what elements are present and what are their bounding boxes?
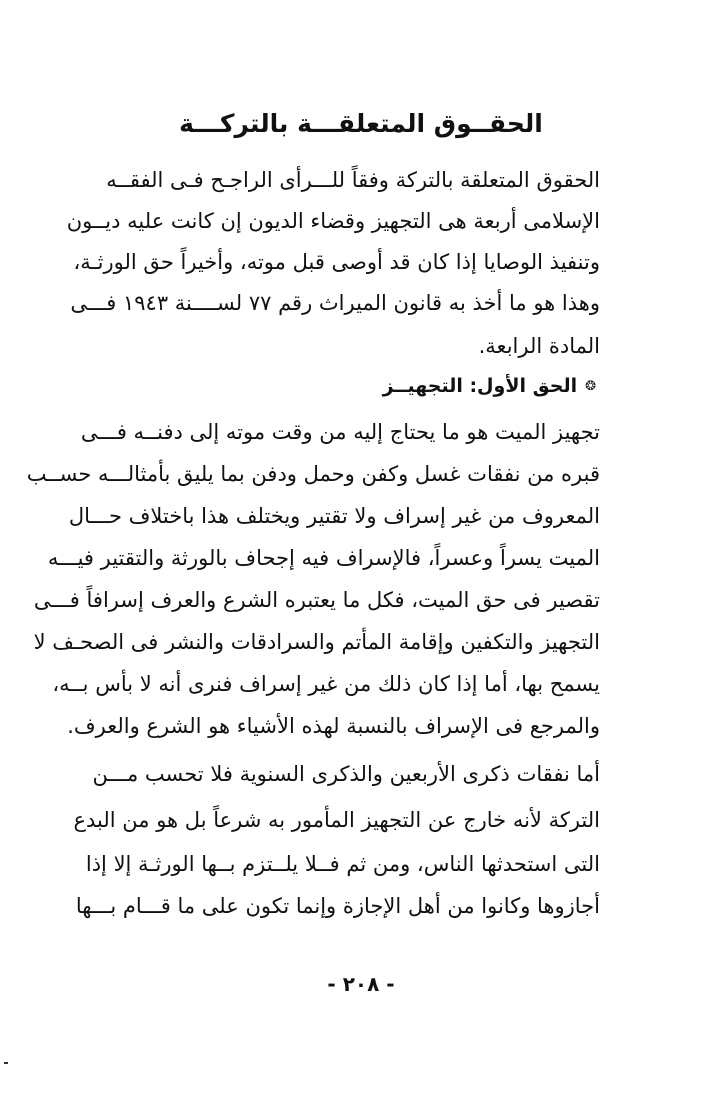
paragraph-line: قبره من نفقات غسل وكفن وحمل ودفن بما يليق بأمثالـــه حســب xyxy=(26,462,600,486)
paragraph-line: والمرجع فى الإسراف بالنسبة لهذه الأشياء هو الشرع والعرف. xyxy=(67,714,600,738)
intro-line: وهذا هو ما أخذ به قانون الميراث رقم ٧٧ لســــنة ١٩٤٣ فـــى xyxy=(70,291,600,315)
intro-line: الحقوق المتعلقة بالتركة وفقاً للـــرأى الراجـح فـى الفقــه xyxy=(106,168,600,192)
flower-bullet-icon: ❂ xyxy=(585,379,596,394)
paragraph-line: التجهيز والتكفين وإقامة المأتم والسرادقات والنشر فى الصحـف لا xyxy=(33,630,600,654)
paragraph-line: تقصير فى حق الميت، فكل ما يعتبره الشرع والعرف إسرافاً فـــى xyxy=(33,588,600,612)
intro-line: الإسلامى أربعة هى التجهيز وقضاء الديون إن كانت عليه ديــون xyxy=(66,209,600,233)
intro-line: المادة الرابعة. xyxy=(478,334,600,358)
section-heading-text: الحق الأول: التجهيــز xyxy=(382,375,578,397)
scan-edge-mark xyxy=(4,1062,8,1064)
paragraph-line: المعروف من غير إسراف ولا تقتير ويختلف هذا باختلاف حـــال xyxy=(68,504,600,528)
paragraph-line: التى استحدثها الناس، ومن ثم فــلا يلــتزم بــها الورثـة إلا إذا xyxy=(85,852,600,876)
section-heading xyxy=(383,368,596,405)
paragraph-line: أما نفقات ذكرى الأربعين والذكرى السنوية فلا تحسب مـــن xyxy=(92,762,600,786)
paragraph-line: يسمح بها، أما إذا كان ذلك من غير إسراف فنرى أنه لا بأس بــه، xyxy=(52,672,600,696)
page-number: - ٢٠٨ - xyxy=(327,972,395,996)
paragraph-line: أجازوها وكانوا من أهل الإجازة وإنما تكون على ما قـــام بـــها xyxy=(75,894,600,918)
page-title: الحقــوق المتعلقـــة بالتركـــة xyxy=(179,109,543,138)
intro-line: وتنفيذ الوصايا إذا كان قد أوصى قبل موته، وأخيراً حق الورثـة، xyxy=(73,250,600,274)
paragraph-line: تجهيز الميت هو ما يحتاج إليه من وقت موته إلى دفنــه فـــى xyxy=(80,420,600,444)
paragraph-line: الميت يسراً وعسراً، فالإسراف فيه إجحاف بالورثة والتقتير فيـــه xyxy=(47,546,600,570)
paragraph-line: التركة لأنه خارج عن التجهيز المأمور به شرعاً بل هو من البدع xyxy=(73,808,600,832)
